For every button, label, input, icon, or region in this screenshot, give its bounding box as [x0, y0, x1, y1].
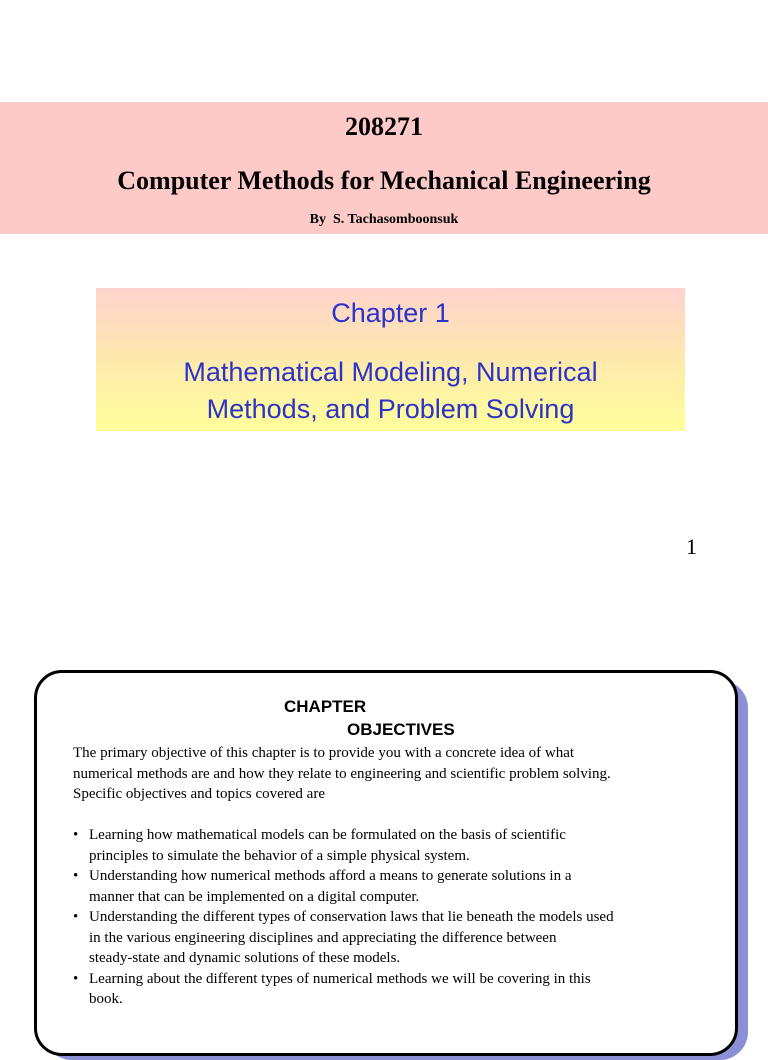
bullet-icon: •: [73, 827, 79, 843]
intro-line: numerical methods are and how they relate to engineering and scientific problem solving.: [73, 765, 611, 782]
list-item-text: principles to simulate the behavior of a simple physical system.: [89, 847, 470, 864]
list-item-text: Understanding how numerical methods afford a means to generate solutions in a: [89, 868, 572, 884]
list-item-text: Understanding the different types of conservation laws that lie beneath the models used: [89, 909, 614, 925]
list-item-text: steady-state and dynamic solutions of these models.: [89, 950, 401, 966]
list-item-text: Learning how mathematical models can be formulated on the basis of scientific: [89, 827, 566, 843]
intro-line: Specific objectives and topics covered are: [73, 786, 325, 802]
chapter-title-line: Methods, and Problem Solving: [206, 394, 575, 424]
list-item: [73, 969, 723, 1010]
chapter-label: Chapter 1: [331, 298, 450, 328]
list-item: [73, 866, 723, 907]
objectives-heading: CHAPTER: [284, 697, 367, 716]
page-number: 1: [686, 534, 697, 559]
list-item-text: manner that can be implemented on a digital computer.: [89, 888, 420, 905]
objectives-intro: [73, 743, 713, 805]
bullet-icon: •: [73, 970, 79, 987]
bullet-icon: •: [73, 868, 79, 884]
author-line: [0, 212, 768, 228]
list-item-text: Learning about the different types of numerical methods we will be covering in this: [89, 970, 591, 987]
author-prefix: By: [309, 212, 327, 227]
course-code: 208271: [345, 112, 423, 141]
chapter-title: [96, 354, 685, 428]
intro-line: The primary objective of this chapter is to provide you with a concrete idea of what: [73, 745, 575, 761]
objectives-list: [73, 825, 723, 1010]
list-item-text: book.: [89, 991, 123, 1007]
course-title: Computer Methods for Mechanical Engineering: [117, 166, 651, 195]
list-item: [73, 825, 723, 866]
objectives-heading: OBJECTIVES: [347, 720, 455, 739]
list-item-text: in the various engineering disciplines and appreciating the difference between: [89, 929, 557, 946]
bullet-icon: •: [73, 909, 79, 925]
list-item: [73, 907, 723, 969]
author-name: S. Tachasomboonsuk: [333, 212, 459, 227]
chapter-title-line: Mathematical Modeling, Numerical: [183, 357, 598, 387]
